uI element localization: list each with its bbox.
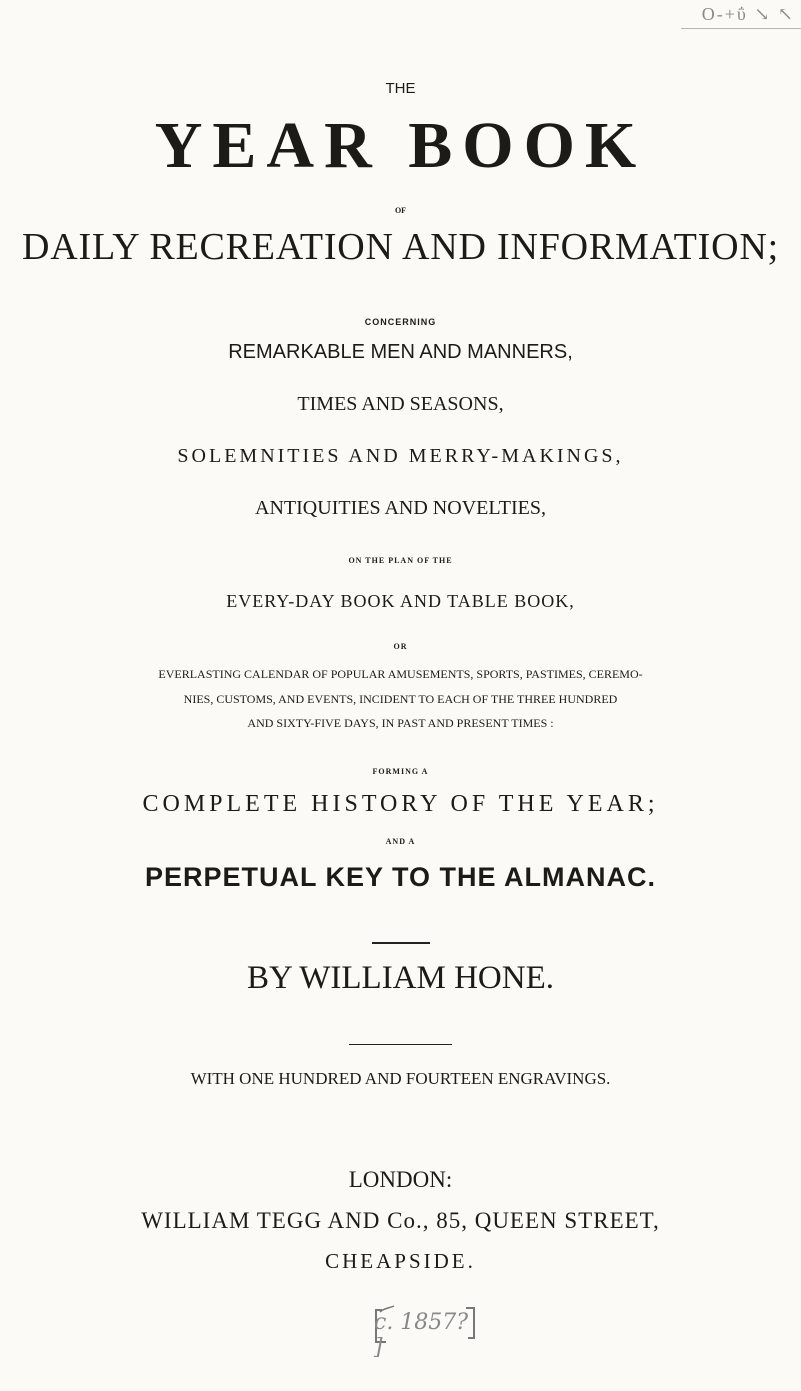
topic-antiquities: ANTIQUITIES AND NOVELTIES, — [255, 497, 546, 519]
everlasting-line-3: AND SIXTY-FIVE DAYS, IN PAST AND PRESENT TIMES : — [247, 716, 554, 730]
everlasting-line-2: NIES, CUSTOMS, AND EVENTS, INCIDENT TO EACH OF THE THREE HUNDRED — [183, 692, 618, 706]
concerning-label: CONCERNING — [364, 317, 437, 327]
topic-times-seasons: TIMES AND SEASONS, — [297, 393, 504, 415]
forming-label: FORMING A — [372, 767, 429, 776]
or-label: OR — [393, 642, 408, 651]
imprint-city: LONDON: — [348, 1167, 453, 1192]
title-of: OF — [394, 206, 407, 215]
topic-remarkable-men: REMARKABLE MEN AND MANNERS, — [228, 341, 573, 363]
shelfmark-stamp — [364, 1304, 482, 1360]
shelfmark-text: c. 1857? ] — [374, 1310, 469, 1360]
plan-title: EVERY-DAY BOOK AND TABLE BOOK, — [226, 591, 575, 611]
plan-intro: ON THE PLAN OF THE — [348, 556, 453, 565]
subtitle: DAILY RECREATION AND INFORMATION; — [22, 226, 779, 268]
corner-library-mark: Ο-+ΰ ↘ ↖ — [701, 4, 795, 24]
perpetual-key: PERPETUAL KEY TO THE ALMANAC. — [144, 862, 657, 892]
corner-rule — [681, 28, 801, 29]
main-title: YEAR BOOK — [154, 109, 647, 182]
complete-history: COMPLETE HISTORY OF THE YEAR; — [142, 791, 659, 817]
divider-lower — [349, 1044, 452, 1045]
engravings-line: WITH ONE HUNDRED AND FOURTEEN ENGRAVINGS. — [190, 1069, 611, 1088]
divider-upper — [372, 942, 430, 944]
imprint-publisher: WILLIAM TEGG AND Co., 85, QUEEN STREET, — [141, 1208, 660, 1233]
everlasting-line-1: EVERLASTING CALENDAR OF POPULAR AMUSEMENTS, SPORTS, PASTIMES, CEREMO- — [158, 667, 643, 681]
and-a-label: AND A — [385, 837, 416, 846]
topic-solemnities: SOLEMNITIES AND MERRY-MAKINGS, — [177, 445, 624, 467]
author-line: BY WILLIAM HONE. — [246, 960, 555, 996]
imprint-district: CHEAPSIDE. — [325, 1249, 476, 1273]
title-the: THE — [385, 80, 416, 97]
